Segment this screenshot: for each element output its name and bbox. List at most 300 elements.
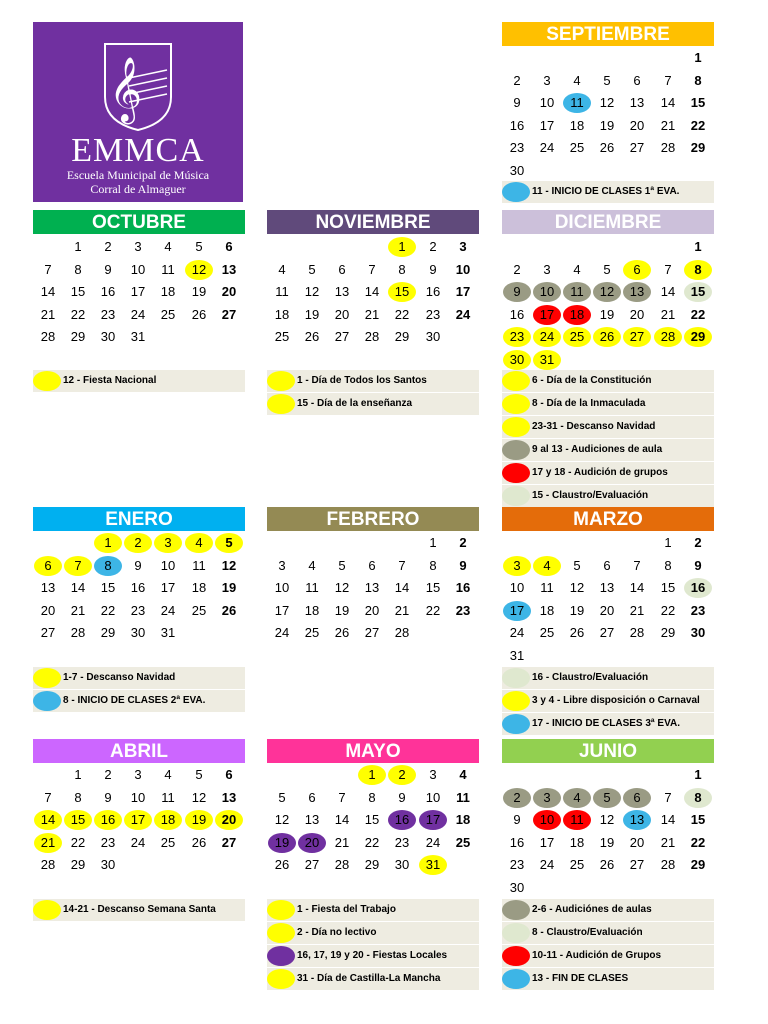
day-number: 19 <box>569 602 585 618</box>
day-number: 16 <box>509 834 525 850</box>
day-cell <box>327 555 357 577</box>
day-number: 12 <box>334 580 350 595</box>
day-number: 15 <box>690 95 706 110</box>
day-number: 17 <box>539 306 555 322</box>
day-cell <box>502 809 532 831</box>
day-number: 9 <box>398 789 406 805</box>
day-cell <box>267 600 297 622</box>
day-cell <box>33 854 63 876</box>
month-enero <box>33 507 245 640</box>
day-cell <box>683 764 713 786</box>
day-cell <box>562 137 592 159</box>
legend-text: 2 - Día no lectivo <box>297 927 377 938</box>
day-number: 4 <box>164 239 172 254</box>
day-cell <box>267 787 297 809</box>
day-number: 20 <box>629 117 645 133</box>
day-number: 26 <box>599 329 615 344</box>
day-cell <box>622 304 652 326</box>
day-cell <box>622 326 652 348</box>
legend-item <box>502 945 714 967</box>
day-number: 27 <box>364 625 380 640</box>
day-number: 18 <box>569 306 585 322</box>
legend-item <box>502 393 714 415</box>
day-number: 25 <box>569 140 585 155</box>
day-cell <box>653 70 683 92</box>
day-number: 6 <box>338 261 346 277</box>
day-number: 16 <box>509 306 525 322</box>
day-number: 20 <box>364 602 380 618</box>
day-cell <box>683 787 713 809</box>
day-number: 4 <box>308 557 316 573</box>
day-number: 8 <box>664 557 672 573</box>
day-cell <box>297 259 327 281</box>
day-number: 27 <box>599 625 615 640</box>
day-number: 9 <box>104 789 112 805</box>
day-number: 16 <box>100 812 116 827</box>
day-number: 3 <box>429 767 437 782</box>
day-number: 6 <box>633 72 641 88</box>
day-cell <box>387 854 417 876</box>
day-cell <box>592 115 622 137</box>
legend-color-dot <box>33 691 61 711</box>
day-number: 7 <box>338 789 346 805</box>
day-number: 26 <box>334 625 350 640</box>
day-number: 4 <box>573 789 581 805</box>
day-number: 24 <box>130 834 146 850</box>
legend-color-dot <box>502 969 530 989</box>
day-cell <box>532 349 562 371</box>
day-number: 25 <box>274 329 290 344</box>
legend-text: 3 y 4 - Libre disposición o Carnaval <box>532 695 700 706</box>
day-cell <box>418 236 448 258</box>
day-cell <box>653 809 683 831</box>
day-cell <box>184 236 214 258</box>
day-number: 3 <box>278 557 286 573</box>
day-cell <box>622 115 652 137</box>
day-number: 10 <box>539 95 555 110</box>
day-number: 16 <box>394 812 410 827</box>
legend-item <box>33 899 245 921</box>
day-number: 8 <box>74 261 82 277</box>
month-header: DICIEMBRE <box>502 210 714 234</box>
month-header: MARZO <box>502 507 714 531</box>
day-cell <box>448 787 478 809</box>
day-number: 31 <box>539 351 555 367</box>
day-cell <box>592 281 622 303</box>
day-cell <box>153 832 183 854</box>
day-cell <box>502 600 532 622</box>
day-cell <box>387 259 417 281</box>
day-cell <box>622 787 652 809</box>
day-number: 10 <box>425 789 441 805</box>
day-number: 28 <box>660 329 676 344</box>
day-cell <box>387 236 417 258</box>
day-number: 14 <box>660 812 676 827</box>
legend-text: 8 - Claustro/Evaluación <box>532 927 643 938</box>
day-number: 16 <box>100 284 116 299</box>
day-cell <box>63 259 93 281</box>
day-cell <box>184 555 214 577</box>
day-cell <box>153 259 183 281</box>
month-mayo <box>267 739 479 872</box>
day-cell <box>184 577 214 599</box>
day-number: 28 <box>629 625 645 640</box>
day-cell <box>562 854 592 876</box>
day-cell <box>532 577 562 599</box>
day-cell <box>297 577 327 599</box>
day-number: 1 <box>104 535 112 550</box>
legend-color-dot <box>267 969 295 989</box>
day-number: 30 <box>690 625 706 640</box>
day-cell <box>532 809 562 831</box>
day-number: 15 <box>690 284 706 299</box>
day-number: 25 <box>539 625 555 640</box>
day-number: 23 <box>394 834 410 850</box>
month-header: ABRIL <box>33 739 245 763</box>
month-legend <box>33 899 245 922</box>
day-cell <box>622 555 652 577</box>
day-cell <box>63 555 93 577</box>
day-cell <box>448 281 478 303</box>
day-number: 8 <box>694 789 702 805</box>
day-number: 22 <box>690 117 706 133</box>
day-cell <box>214 809 244 831</box>
day-number: 3 <box>134 767 142 782</box>
legend-text: 17 - INICIO DE CLASES 3ª EVA. <box>532 718 680 729</box>
day-cell <box>214 281 244 303</box>
month-header: SEPTIEMBRE <box>502 22 714 46</box>
day-number: 29 <box>364 857 380 872</box>
day-number: 1 <box>694 239 702 254</box>
day-cell <box>267 281 297 303</box>
day-number: 1 <box>694 50 702 65</box>
legend-item <box>267 899 479 921</box>
logo-subtitle-school: Escuela Municipal de Música <box>66 168 210 182</box>
month-legend <box>502 370 714 508</box>
day-cell <box>418 326 448 348</box>
day-number: 14 <box>629 580 645 595</box>
day-cell <box>63 577 93 599</box>
day-cell <box>63 809 93 831</box>
day-number: 18 <box>569 117 585 133</box>
day-cell <box>622 600 652 622</box>
day-cell <box>33 600 63 622</box>
day-number: 21 <box>394 602 410 618</box>
day-cell <box>653 304 683 326</box>
day-number: 19 <box>599 117 615 133</box>
day-cell <box>267 622 297 644</box>
day-cell <box>592 809 622 831</box>
day-cell <box>532 326 562 348</box>
day-number: 11 <box>275 284 289 299</box>
day-number: 28 <box>364 329 380 344</box>
day-number: 15 <box>70 284 86 299</box>
day-cell <box>63 787 93 809</box>
legend-item <box>502 181 714 203</box>
month-septiembre <box>502 22 714 178</box>
legend-color-dot <box>502 486 530 506</box>
day-cell <box>683 622 713 644</box>
month-diciembre <box>502 210 714 367</box>
day-cell <box>502 137 532 159</box>
day-number: 8 <box>104 557 112 573</box>
day-cell <box>418 832 448 854</box>
day-cell <box>683 600 713 622</box>
day-number: 21 <box>660 117 676 133</box>
day-cell <box>387 787 417 809</box>
day-cell <box>418 532 448 554</box>
day-number: 25 <box>569 329 585 344</box>
treble-clef-shield-icon <box>103 42 173 132</box>
day-number: 17 <box>539 834 555 850</box>
day-cell <box>448 600 478 622</box>
day-cell <box>653 787 683 809</box>
day-number: 4 <box>573 261 581 277</box>
day-cell <box>297 304 327 326</box>
day-cell <box>357 787 387 809</box>
day-cell <box>502 160 532 182</box>
day-cell <box>532 70 562 92</box>
day-cell <box>562 622 592 644</box>
day-number: 1 <box>694 767 702 782</box>
day-cell <box>297 281 327 303</box>
day-cell <box>653 577 683 599</box>
day-number: 12 <box>599 284 615 299</box>
day-number: 21 <box>40 834 56 850</box>
day-number: 27 <box>629 857 645 872</box>
day-number: 11 <box>540 580 554 595</box>
day-cell <box>63 622 93 644</box>
day-cell <box>63 326 93 348</box>
day-cell <box>33 555 63 577</box>
day-number: 26 <box>304 329 320 344</box>
day-number: 14 <box>364 284 380 299</box>
day-cell <box>297 622 327 644</box>
school-logo <box>33 22 243 202</box>
day-cell <box>562 326 592 348</box>
day-number: 2 <box>513 261 521 277</box>
day-number: 22 <box>690 306 706 322</box>
day-cell <box>502 326 532 348</box>
day-cell <box>123 577 153 599</box>
day-cell <box>93 854 123 876</box>
day-cell <box>683 70 713 92</box>
legend-color-dot <box>502 371 530 391</box>
day-cell <box>184 600 214 622</box>
day-cell <box>214 259 244 281</box>
day-number: 10 <box>130 789 146 805</box>
legend-item <box>33 370 245 392</box>
day-number: 17 <box>539 117 555 133</box>
day-number: 13 <box>364 580 380 595</box>
day-number: 19 <box>221 580 237 595</box>
day-number: 14 <box>70 580 86 595</box>
day-cell <box>562 787 592 809</box>
month-header: FEBRERO <box>267 507 479 531</box>
day-cell <box>357 304 387 326</box>
day-number: 18 <box>274 306 290 322</box>
legend-color-dot <box>267 946 295 966</box>
day-cell <box>267 326 297 348</box>
day-number: 27 <box>629 140 645 155</box>
day-cell <box>562 70 592 92</box>
day-cell <box>683 854 713 876</box>
day-cell <box>327 809 357 831</box>
day-cell <box>418 281 448 303</box>
legend-color-dot <box>267 371 295 391</box>
day-number: 16 <box>130 580 146 595</box>
day-cell <box>327 281 357 303</box>
day-cell <box>214 555 244 577</box>
day-cell <box>592 854 622 876</box>
day-number: 15 <box>100 580 116 595</box>
day-cell <box>214 532 244 554</box>
day-cell <box>153 577 183 599</box>
day-number: 9 <box>104 261 112 277</box>
day-number: 21 <box>660 834 676 850</box>
legend-text: 1 - Fiesta del Trabajo <box>297 904 396 915</box>
day-number: 13 <box>40 580 56 595</box>
day-cell <box>297 555 327 577</box>
day-number: 29 <box>70 857 86 872</box>
day-cell <box>653 832 683 854</box>
day-cell <box>153 236 183 258</box>
day-number: 24 <box>539 140 555 155</box>
day-number: 3 <box>543 72 551 88</box>
day-cell <box>153 532 183 554</box>
day-cell <box>93 259 123 281</box>
day-cell <box>592 92 622 114</box>
day-number: 23 <box>509 329 525 344</box>
day-number: 23 <box>100 834 116 850</box>
legend-item <box>502 713 714 735</box>
day-number: 31 <box>160 625 176 640</box>
day-cell <box>622 92 652 114</box>
day-number: 10 <box>509 580 525 595</box>
day-number: 10 <box>160 557 176 573</box>
day-number: 15 <box>660 580 676 595</box>
day-number: 9 <box>429 261 437 277</box>
day-cell <box>448 259 478 281</box>
day-number: 4 <box>195 535 203 550</box>
legend-text: 13 - FIN DE CLASES <box>532 973 629 984</box>
day-number: 29 <box>394 329 410 344</box>
day-cell <box>683 236 713 258</box>
day-cell <box>184 281 214 303</box>
day-cell <box>683 304 713 326</box>
day-cell <box>63 304 93 326</box>
svg-text:𝄞: 𝄞 <box>109 57 143 122</box>
day-number: 7 <box>368 261 376 277</box>
day-number: 19 <box>274 834 290 850</box>
day-cell <box>502 92 532 114</box>
day-number: 2 <box>104 239 112 254</box>
day-number: 5 <box>603 72 611 88</box>
day-cell <box>592 259 622 281</box>
day-number: 1 <box>429 535 437 550</box>
day-cell <box>683 259 713 281</box>
day-cell <box>622 259 652 281</box>
day-cell <box>683 532 713 554</box>
day-cell <box>418 764 448 786</box>
day-number: 20 <box>599 602 615 618</box>
day-cell <box>123 622 153 644</box>
day-number: 14 <box>334 812 350 827</box>
legend-text: 1 - Día de Todos los Santos <box>297 375 427 386</box>
day-cell <box>683 832 713 854</box>
day-cell <box>592 326 622 348</box>
day-number: 16 <box>690 580 706 595</box>
day-number: 30 <box>130 625 146 640</box>
day-number: 22 <box>364 834 380 850</box>
day-number: 29 <box>100 625 116 640</box>
day-number: 16 <box>455 580 471 595</box>
day-cell <box>653 259 683 281</box>
day-cell <box>653 622 683 644</box>
day-number: 6 <box>308 789 316 805</box>
day-cell <box>93 809 123 831</box>
month-noviembre <box>267 210 479 344</box>
legend-color-dot <box>502 668 530 688</box>
day-cell <box>63 854 93 876</box>
day-number: 18 <box>569 834 585 850</box>
legend-text: 23-31 - Descanso Navidad <box>532 421 656 432</box>
legend-text: 11 - INICIO DE CLASES 1ª EVA. <box>532 186 680 197</box>
day-number: 4 <box>278 261 286 277</box>
day-cell <box>532 281 562 303</box>
day-number: 18 <box>539 602 555 618</box>
day-number: 6 <box>225 767 233 782</box>
day-number: 26 <box>599 140 615 155</box>
day-cell <box>387 555 417 577</box>
day-cell <box>502 787 532 809</box>
legend-color-dot <box>502 182 530 202</box>
day-cell <box>418 787 448 809</box>
day-cell <box>683 281 713 303</box>
day-number: 22 <box>394 306 410 322</box>
day-cell <box>63 281 93 303</box>
day-cell <box>653 115 683 137</box>
day-cell <box>327 326 357 348</box>
day-cell <box>33 832 63 854</box>
day-cell <box>327 854 357 876</box>
day-number: 15 <box>394 284 410 299</box>
day-number: 8 <box>398 261 406 277</box>
day-cell <box>123 555 153 577</box>
day-number: 10 <box>130 261 146 277</box>
legend-color-dot <box>502 463 530 483</box>
day-cell <box>448 304 478 326</box>
day-number: 23 <box>509 857 525 872</box>
day-number: 3 <box>134 239 142 254</box>
day-number: 9 <box>694 557 702 573</box>
day-number: 20 <box>334 306 350 322</box>
day-number: 24 <box>160 602 176 618</box>
day-number: 9 <box>513 284 521 299</box>
legend-color-dot <box>502 417 530 437</box>
day-cell <box>387 304 417 326</box>
day-cell <box>418 555 448 577</box>
day-cell <box>214 304 244 326</box>
day-number: 14 <box>40 284 56 299</box>
day-cell <box>622 281 652 303</box>
day-cell <box>532 832 562 854</box>
day-number: 28 <box>334 857 350 872</box>
day-cell <box>267 809 297 831</box>
legend-text: 15 - Día de la enseñanza <box>297 398 413 409</box>
legend-item <box>502 439 714 461</box>
day-number: 27 <box>221 306 237 322</box>
